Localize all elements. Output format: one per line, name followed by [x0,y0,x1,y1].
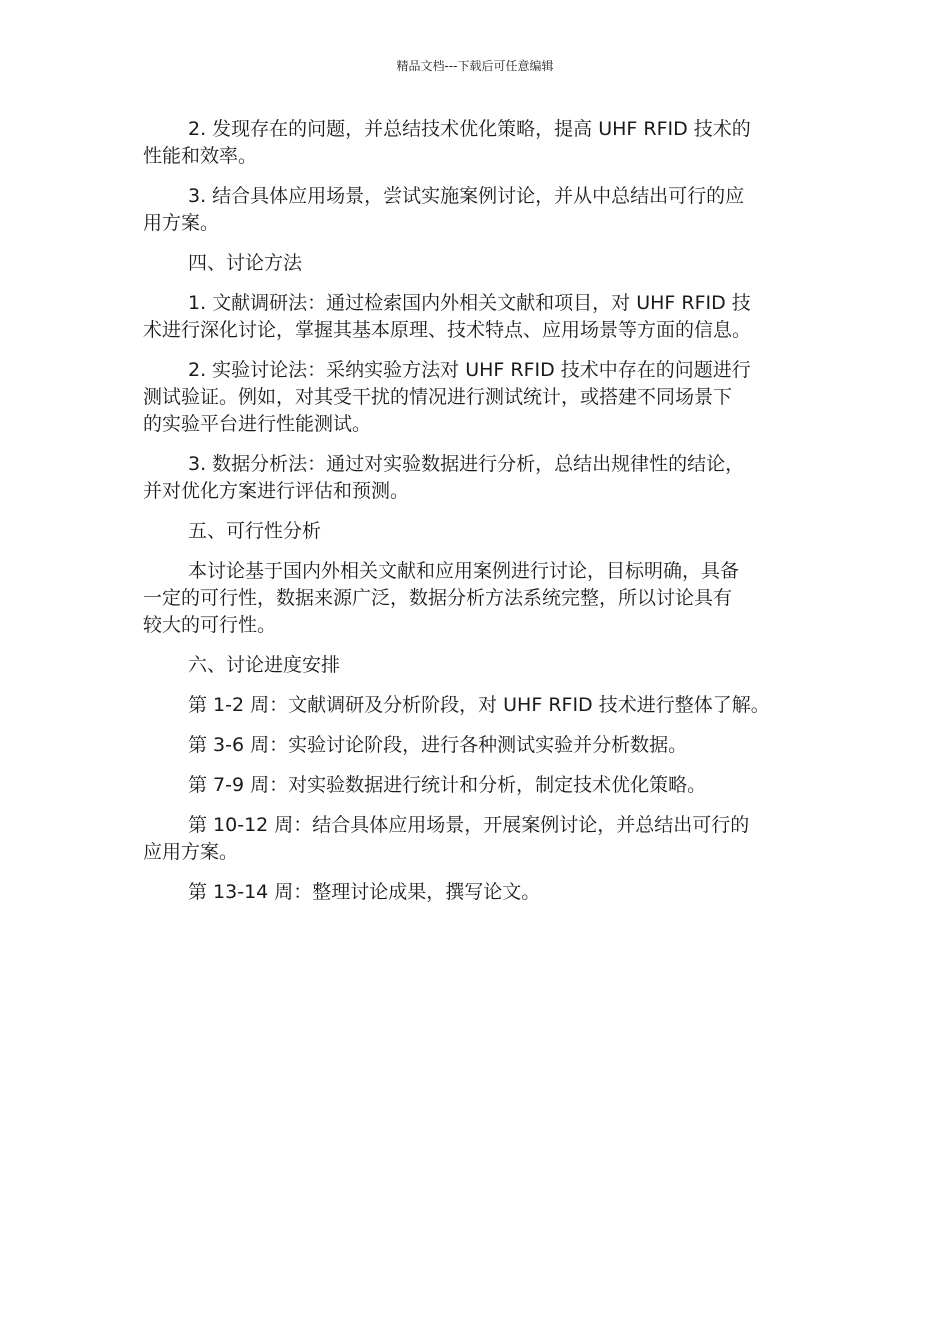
text-line: 第 10-12 周：结合具体应用场景，开展案例讨论，并总结出可行的 [188,814,750,836]
page-header: 精品文档---下载后可任意编辑 [396,59,554,73]
text-line: 较大的可行性。 [143,614,277,636]
paragraph-feasibility [143,558,808,639]
section-heading-methods [143,250,808,277]
schedule-item-weeks-1-2 [143,692,808,719]
text-line: 第 13-14 周：整理讨论成果，撰写论文。 [188,881,541,903]
section-heading-schedule [143,652,808,679]
text-line: 2. 发现存在的问题，并总结技术优化策略，提高 UHF RFID 技术的 [188,118,751,140]
schedule-item-weeks-13-14 [143,879,808,906]
text-line: 性能和效率。 [143,145,258,167]
document-body [143,116,808,919]
text-line: 3. 结合具体应用场景，尝试实施案例讨论，并从中总结出可行的应 [188,185,745,207]
text-line: 用方案。 [143,212,220,234]
text-line: 一定的可行性，数据来源广泛，数据分析方法系统完整，所以讨论具有 [143,587,733,609]
schedule-item-weeks-3-6 [143,732,808,759]
text-line: 3. 数据分析法：通过对实验数据进行分析，总结出规律性的结论， [188,453,745,475]
text-line: 第 1-2 周：文献调研及分析阶段，对 UHF RFID 技术进行整体了解。 [188,694,770,716]
section-heading-feasibility [143,518,808,545]
text-line: 测试验证。例如，对其受干扰的情况进行测试统计，或搭建不同场景下 [143,386,733,408]
text-line: 1. 文献调研法：通过检索国内外相关文献和项目，对 UHF RFID 技 [188,292,751,314]
section-heading: 六、讨论进度安排 [188,654,341,676]
text-line: 第 3-6 周：实验讨论阶段，进行各种测试实验并分析数据。 [188,734,688,756]
paragraph-method-2 [143,357,808,438]
text-line: 2. 实验讨论法：采纳实验方法对 UHF RFID 技术中存在的问题进行 [188,359,751,381]
schedule-item-weeks-10-12 [143,812,808,866]
paragraph-goal-3 [143,183,808,237]
text-line: 的实验平台进行性能测试。 [143,413,372,435]
paragraph-goal-2 [143,116,808,170]
text-line: 并对优化方案进行评估和预测。 [143,480,410,502]
text-line: 第 7-9 周：对实验数据进行统计和分析，制定技术优化策略。 [188,774,707,796]
text-line: 应用方案。 [143,841,239,863]
text-line: 本讨论基于国内外相关文献和应用案例进行讨论，目标明确，具备 [188,560,740,582]
section-heading: 五、可行性分析 [188,520,322,542]
schedule-item-weeks-7-9 [143,772,808,799]
paragraph-method-3 [143,451,808,505]
text-line: 术进行深化讨论，掌握其基本原理、技术特点、应用场景等方面的信息。 [143,319,752,341]
paragraph-method-1 [143,290,808,344]
section-heading: 四、讨论方法 [188,252,303,274]
